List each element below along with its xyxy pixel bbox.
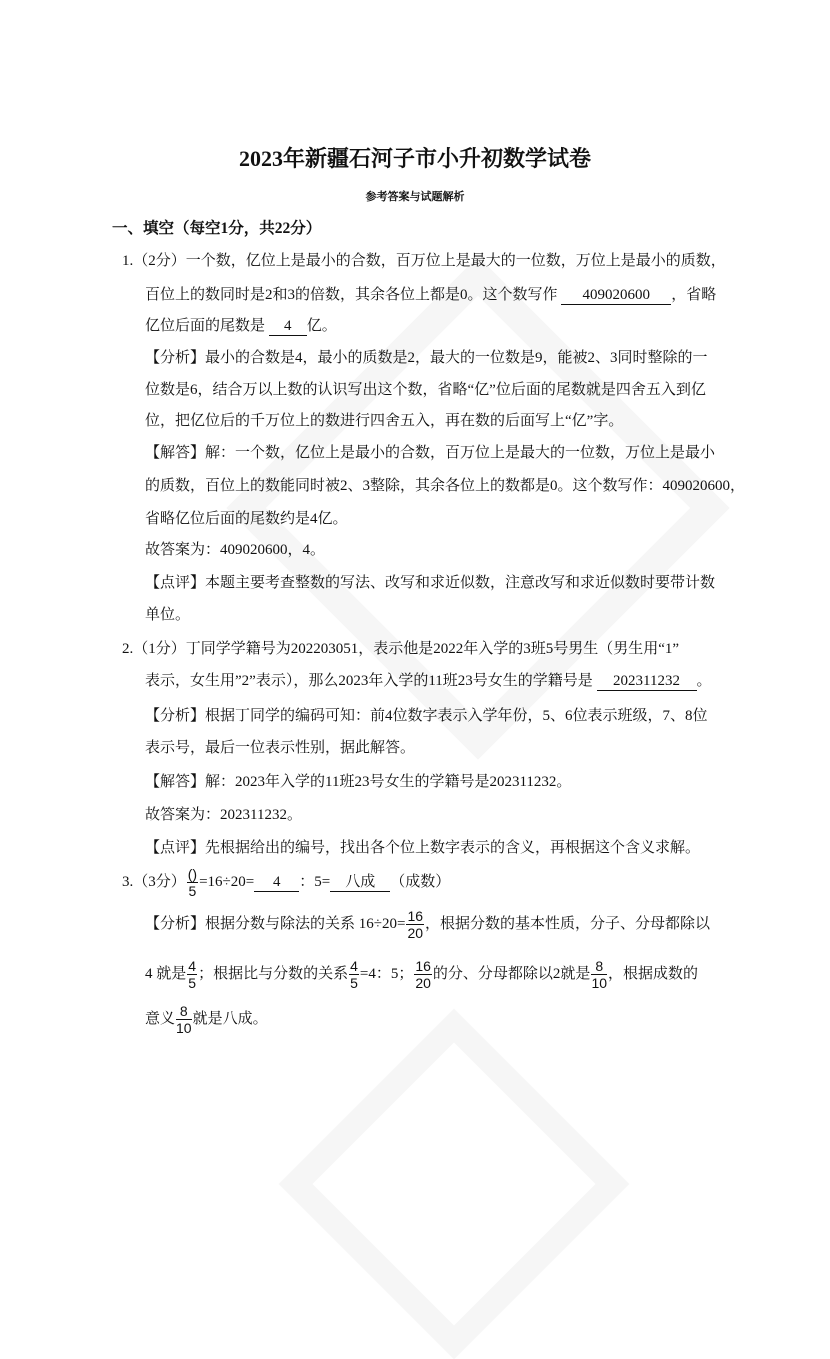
page-title: 2023年新疆石河子市小升初数学试卷: [238, 146, 591, 171]
fraction: $\frac{4}{5}$: [188, 958, 197, 991]
question-text: 1.（2分）一个数，亿位上是最小的合数，百万位上是最大的一位数，万位上是最小的质数，: [122, 253, 726, 269]
analysis-text: 4 就是 $\frac{4}{5}$ ；根据比与分数的关系 $\frac{4}{5}$ =4：5； $\frac{16}{20}$ 的分、分母都除以2就是 $\frac{8}{10}$ ，根据成数的: [145, 958, 699, 991]
analysis-text: 位，把亿位后的千万位上的数进行四舍五入，再在数的后面写上“亿”字。: [145, 413, 624, 429]
solution-text: 【解答】解：一个数，亿位上是最小的合数，百万位上是最大的一位数，万位上是最小: [145, 445, 716, 461]
answer-text: 故答案为：409020600，4。: [145, 542, 326, 558]
analysis-text: 【分析】根据分数与除法的关系 16÷20= $\frac{16}{20}$ ，根据分数的基本性质，分子、分母都除以: [145, 908, 711, 941]
question-text: 百位上的数同时是2和3的倍数，其余各位上都是0。这个数写作 409020600 ，省略: [145, 287, 717, 303]
fraction: () 5: [187, 866, 198, 899]
question-text: 3.（3分） () 5 =16÷20= 4 ：5= 八成 （成数）: [122, 866, 451, 899]
fraction: $\frac{8}{10}$: [176, 1003, 192, 1036]
answer-blank: 八成: [330, 874, 390, 892]
question-text: 亿位后面的尾数是 4 亿。: [145, 318, 337, 334]
answer-blank: 4: [254, 874, 299, 892]
fraction: $\frac{16}{20}$: [415, 958, 431, 991]
answer-blank: 4: [269, 318, 307, 336]
answer-text: 故答案为：202311232。: [145, 807, 302, 823]
fraction: $\frac{4}{5}$: [350, 958, 358, 991]
comment-text: 【点评】本题主要考查整数的写法、改写和求近似数，注意改写和求近似数时要带计数: [145, 575, 716, 591]
fraction: $\frac{16}{20}$: [407, 908, 424, 941]
solution-text: 的质数，百位上的数能同时被2、3整除，其余各位上的数都是0。这个数写作：409020600，: [145, 478, 746, 494]
page-subtitle: 参考答案与试题解析: [365, 191, 465, 203]
analysis-text: 意义 $\frac{8}{10}$ 就是八成。: [145, 1003, 268, 1036]
analysis-text: 【分析】根据丁同学的编码可知：前4位数字表示入学年份，5、6位表示班级，7、8位: [145, 708, 708, 724]
comment-text: 【点评】先根据给出的编号，找出各个位上数字表示的含义，再根据这个含义求解。: [145, 840, 701, 856]
analysis-text: 位数是6，结合万以上数的认识写出这个数，省略“亿”位后面的尾数就是四舍五入到亿: [145, 382, 706, 398]
analysis-text: 表示号，最后一位表示性别，据此解答。: [145, 740, 416, 756]
solution-text: 省略亿位后面的尾数约是4亿。: [145, 511, 348, 527]
question-text: 表示，女生用”2”表示），那么2023年入学的11班23号女生的学籍号是 202311232 。: [145, 673, 712, 689]
section-heading: 一、填空（每空1分，共22分）: [112, 220, 322, 237]
solution-text: 【解答】解：2023年入学的11班23号女生的学籍号是202311232。: [145, 774, 572, 790]
answer-blank: 202311232: [597, 673, 697, 691]
answer-blank: 409020600: [561, 287, 671, 305]
watermark: [279, 1009, 630, 1359]
fraction: $\frac{8}{10}$: [591, 958, 608, 991]
analysis-text: 【分析】最小的合数是4，最小的质数是2，最大的一位数是9，能被2、3同时整除的一: [145, 350, 708, 366]
comment-text: 单位。: [145, 607, 191, 623]
question-text: 2.（1分）丁同学学籍号为202203051，表示他是2022年入学的3班5号男生（男生用“1”: [122, 641, 680, 657]
